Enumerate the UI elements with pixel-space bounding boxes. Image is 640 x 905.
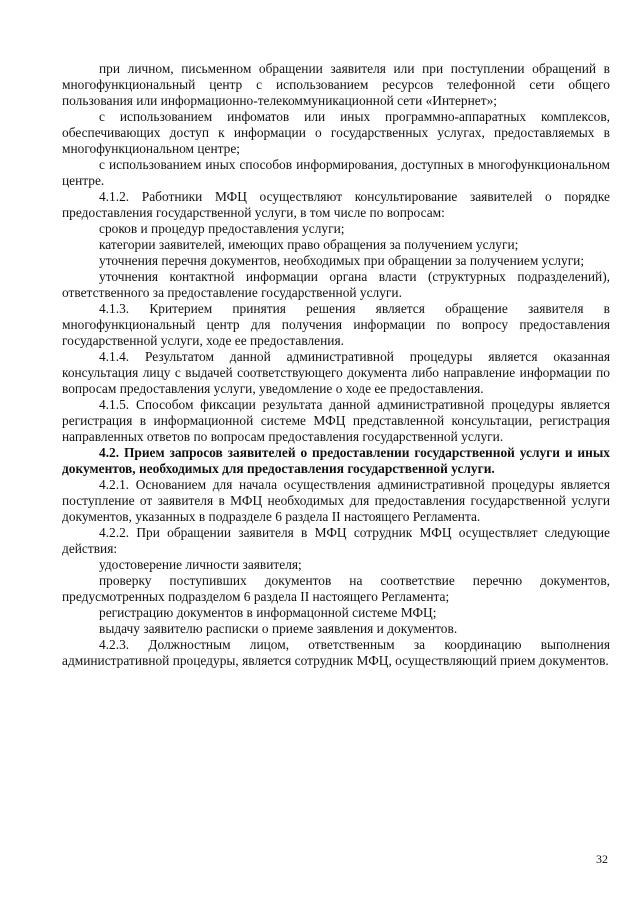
paragraph-identity: удостоверение личности заявителя;	[99, 557, 302, 572]
paragraph-receipt: выдачу заявителю расписки о приеме заявления и документов.	[99, 621, 458, 636]
paragraph-4-2-1: 4.2.1. Основанием для начала осуществления административной процедуры является поступление от заявителя в МФЦ необходимых для предоставления государственной услуги документов, указанных в подразделе 6 раздела II настоящего Регламента.	[62, 477, 610, 524]
paragraph-documents-list: уточнения перечня документов, необходимых при обращении за получением услуги;	[99, 253, 585, 268]
page-number: 32	[596, 852, 608, 866]
paragraph-4-2-2: 4.2.2. При обращении заявителя в МФЦ сотрудник МФЦ осуществляет следующие действия:	[62, 525, 610, 556]
section-heading-4-2: 4.2. Прием запросов заявителей о предоставлении государственной услуги и иных документов, необходимых для предоставления государственной услуги.	[62, 445, 610, 476]
paragraph-contact-info: уточнения контактной информации органа власти (структурных подразделений), ответственного за предоставление государственной услуги.	[62, 269, 610, 300]
paragraph-infomats: с использованием инфоматов или иных программно-аппаратных комплексов, обеспечивающих доступ к информации о государственных услугах, предоставляемых в многофункциональном центре;	[62, 109, 610, 156]
paragraph-4-2-3: 4.2.3. Должностным лицом, ответственным за координацию выполнения административной процедуры, является сотрудник МФЦ, осуществляющий прием документов.	[62, 637, 610, 668]
paragraph-registration: регистрацию документов в информацонной системе МФЦ;	[99, 605, 437, 620]
paragraph-other-methods: с использованием иных способов информирования, доступных в многофункциональном центре.	[62, 157, 610, 188]
paragraph-check-documents: проверку поступивших документов на соответствие перечню документов, предусмотренных подразделом 6 раздела II настоящего Регламента;	[62, 573, 610, 604]
paragraph-4-1-3: 4.1.3. Критерием принятия решения является обращение заявителя в многофункциональный центр для получения информации по вопросу предоставления государственной услуги, ходе ее предоставления.	[62, 301, 610, 348]
paragraph-intro: при личном, письменном обращении заявителя или при поступлении обращений в многофункциональный центр с использованием ресурсов телефонной сети общего пользования или информационно-телекоммуникационной сети «Интернет»;	[62, 61, 610, 108]
paragraph-categories: категории заявителей, имеющих право обращения за получением услуги;	[99, 237, 519, 252]
paragraph-4-1-2: 4.1.2. Работники МФЦ осуществляют консультирование заявителей о порядке предоставления государственной услуги, в том числе по вопросам:	[62, 189, 610, 220]
body-text	[62, 61, 610, 669]
paragraph-deadlines: сроков и процедур предоставления услуги;	[99, 221, 345, 236]
paragraph-4-1-5: 4.1.5. Способом фиксации результата данной административной процедуры является регистрация в информационной системе МФЦ представленной консультации, регистрация направленных ответов по вопросам предоставления государственной услуги.	[62, 397, 610, 444]
paragraph-4-1-4: 4.1.4. Результатом данной административной процедуры является оказанная консультация лицу с выдачей соответствующего документа либо направление информации по вопросам предоставления услуги, уведомление о ходе ее предоставления.	[62, 349, 610, 396]
